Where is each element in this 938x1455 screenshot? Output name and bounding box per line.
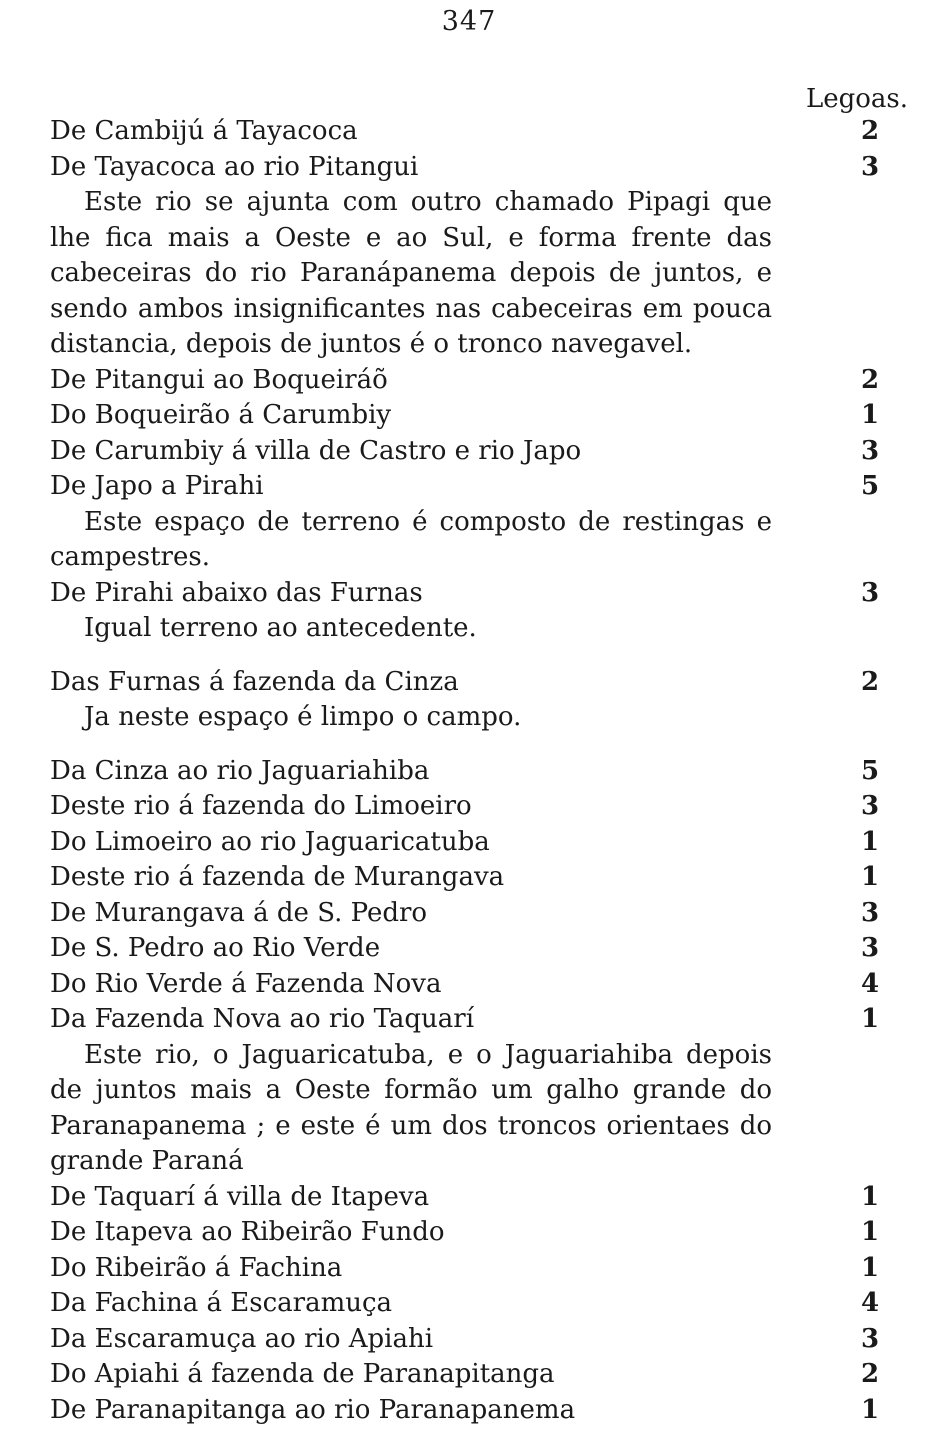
distance-value: 3 (860, 897, 880, 928)
itinerary-list (50, 114, 890, 1428)
route-text: Deste rio á fazenda de Murangava (50, 862, 505, 892)
itinerary-row (50, 363, 890, 399)
itinerary-row (50, 398, 890, 434)
route-text: De Paranapitanga ao rio Paranapanema (50, 1394, 576, 1425)
route-text: Do Apiahi á fazenda de Paranapitanga (50, 1359, 555, 1389)
distance-value: 5 (860, 755, 880, 786)
unit-header: Legoas. (805, 84, 908, 114)
distance-value: 3 (860, 577, 880, 608)
distance-value: 2 (860, 666, 880, 697)
distance-value: 1 (860, 862, 880, 892)
distance-value: 1 (860, 1252, 880, 1283)
route-text: Da Escaramuça ao rio Apiahi (50, 1323, 434, 1354)
itinerary-row (50, 1286, 890, 1322)
itinerary-row (50, 789, 890, 825)
note-paragraph: Ja neste espaço é limpo o campo. (84, 702, 522, 732)
distance-value: 2 (860, 1359, 880, 1389)
distance-value: 1 (860, 1217, 880, 1247)
distance-value: 3 (860, 791, 880, 821)
route-text: De Pirahi abaixo das Furnas (50, 577, 423, 608)
route-text: De Tayacoca ao rio Pitangui (50, 151, 419, 182)
distance-value: 1 (860, 1004, 880, 1034)
itinerary-row (50, 1215, 890, 1251)
route-text: De Pitangui ao Boqueiráõ (50, 364, 388, 395)
route-text: Da Cinza ao rio Jaguariahiba (50, 755, 430, 786)
route-text: Do Limoeiro ao rio Jaguaricatuba (50, 826, 490, 857)
itinerary-row (50, 150, 890, 186)
note-paragraph: Este rio se ajunta com outro chamado Pipagi que lhe fica mais a Oeste e ao Sul, e forma frente das cabeceiras do rio Paranápanema depois de juntos, e sendo ambos insignificantes nas cabeceiras em pouca distancia, depois de juntos é o tronco navegavel. (50, 187, 772, 359)
route-text: Do Ribeirão á Fachina (50, 1252, 343, 1283)
itinerary-row (50, 1002, 890, 1038)
itinerary-row (50, 860, 890, 896)
itinerary-row (50, 665, 890, 701)
distance-value: 1 (860, 826, 880, 857)
page-number: 347 (441, 6, 497, 37)
route-text: Da Fazenda Nova ao rio Taquarí (50, 1004, 475, 1034)
itinerary-row (50, 896, 890, 932)
distance-value: 3 (860, 151, 880, 182)
distance-value: 3 (860, 435, 880, 466)
route-text: Das Furnas á fazenda da Cinza (50, 666, 459, 697)
itinerary-row (50, 1357, 890, 1393)
distance-value: 3 (860, 1323, 880, 1354)
route-text: De Taquarí á villa de Itapeva (50, 1181, 430, 1212)
note-paragraph: Igual terreno ao antecedente. (84, 613, 477, 643)
distance-value: 2 (860, 116, 880, 146)
distance-value: 3 (860, 933, 880, 963)
distance-value: 1 (860, 1394, 880, 1425)
route-text: De Murangava á de S. Pedro (50, 897, 428, 928)
itinerary-row (50, 469, 890, 505)
distance-value: 1 (860, 1181, 880, 1212)
route-text: Deste rio á fazenda do Limoeiro (50, 791, 472, 821)
distance-value: 2 (860, 364, 880, 395)
itinerary-row (50, 434, 890, 470)
distance-value: 1 (860, 400, 880, 430)
route-text: De Japo a Pirahi (50, 471, 264, 501)
route-text: De Carumbiy á villa de Castro e rio Japo (50, 435, 582, 466)
route-text: Do Rio Verde á Fazenda Nova (50, 968, 442, 999)
route-text: De S. Pedro ao Rio Verde (50, 933, 381, 963)
distance-value: 4 (860, 968, 880, 999)
distance-value: 4 (860, 1288, 880, 1318)
note-paragraph: Este espaço de terreno é composto de restingas e campestres. (50, 506, 772, 572)
route-text: De Cambijú á Tayacoca (50, 116, 358, 146)
itinerary-row (50, 576, 890, 612)
itinerary-row (50, 754, 890, 790)
route-text: De Itapeva ao Ribeirão Fundo (50, 1217, 445, 1247)
itinerary-row (50, 1180, 890, 1216)
note-paragraph: Este rio, o Jaguaricatuba, e o Jaguariahiba depois de juntos mais a Oeste formão um galho grande do Paranapanema ; e este é um dos troncos orientaes do grande Paraná (50, 1039, 772, 1176)
itinerary-row (50, 1393, 890, 1429)
route-text: Da Fachina á Escaramuça (50, 1288, 393, 1318)
itinerary-row (50, 931, 890, 967)
itinerary-row (50, 1251, 890, 1287)
itinerary-row (50, 1322, 890, 1358)
distance-value: 5 (860, 471, 880, 501)
itinerary-row (50, 825, 890, 861)
itinerary-row (50, 967, 890, 1003)
route-text: Do Boqueirão á Carumbiy (50, 400, 392, 430)
itinerary-row (50, 114, 890, 150)
